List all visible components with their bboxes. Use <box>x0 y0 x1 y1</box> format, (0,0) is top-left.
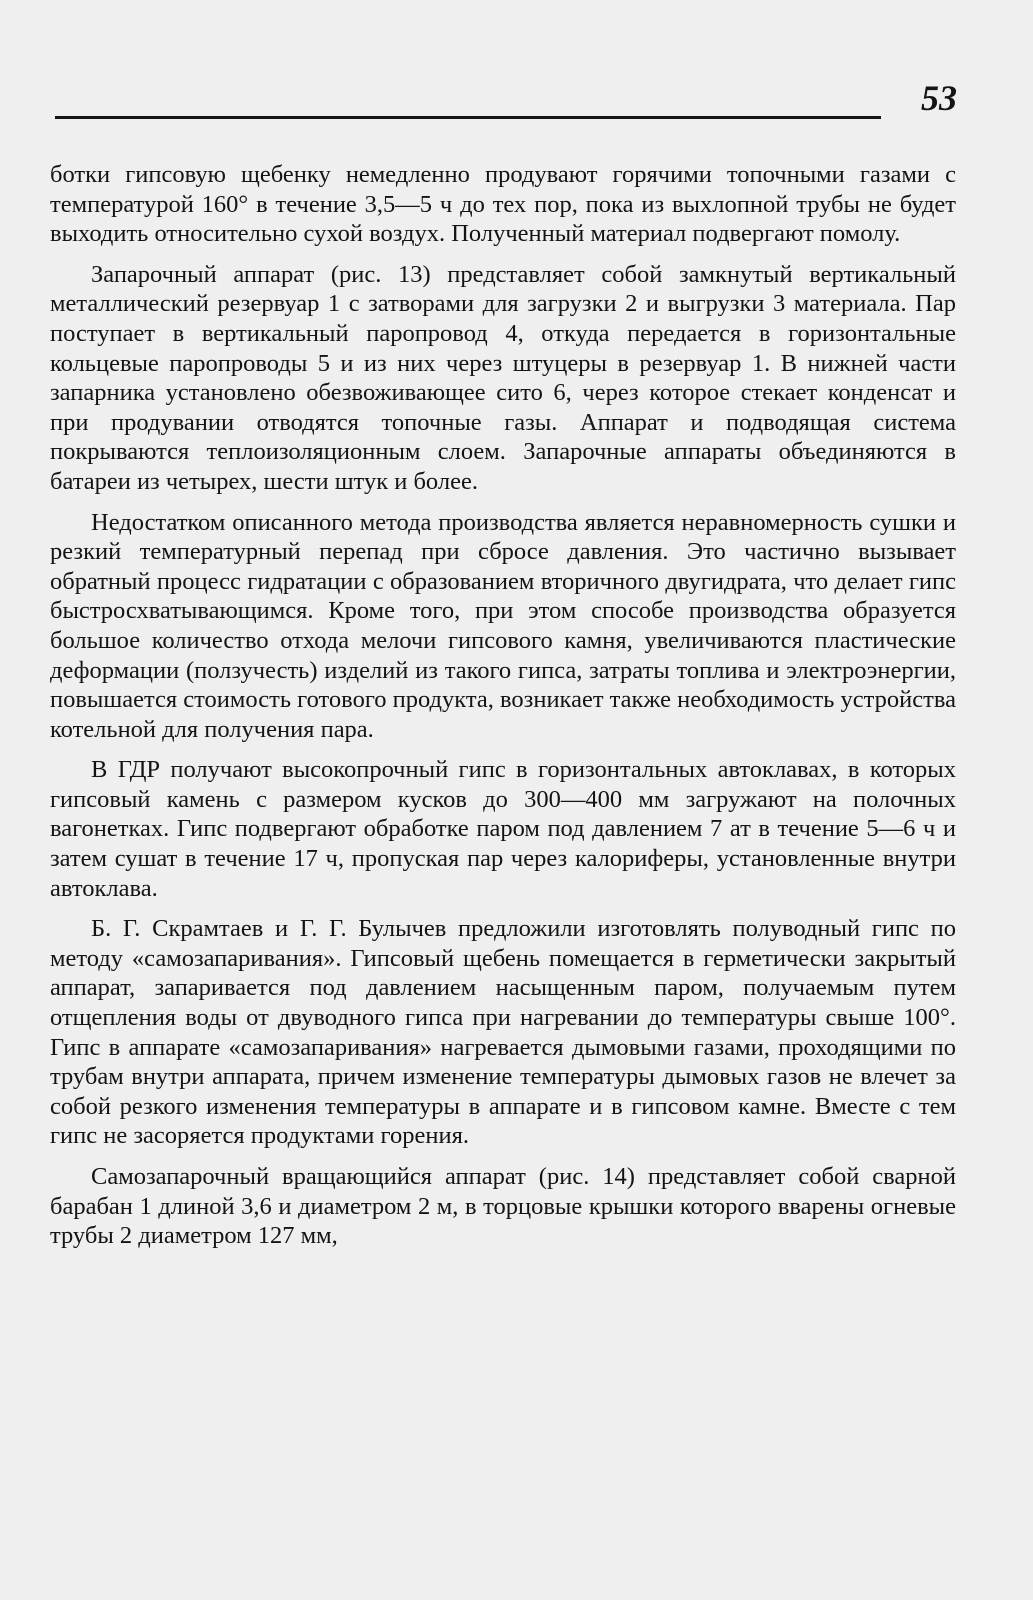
page-header <box>55 78 957 128</box>
page-number: 53 <box>921 78 957 118</box>
paragraph-method-drawbacks: Недостатком описанного метода производства является неравномерность сушки и резкий температурный перепад при сбросе давления. Это частично вызывает обратный процесс гидратации с образованием вторичного двугидрата, что делает гипс быстросхватывающимся. Кроме того, при этом способе производства образуется большое количество отхода мелочи гипсового камня, увеличиваются пластические деформации (ползучесть) изделий из такого гипса, затраты топлива и электроэнергии, повышается стоимость готового продукта, возникает также необходимость устройства котельной для получения пара. <box>50 508 956 743</box>
paragraph-steaming-apparatus: Запарочный аппарат (рис. 13) представляет собой замкнутый вертикальный металлический резервуар 1 с затворами для загрузки 2 и выгрузки 3 материала. Пар поступает в вертикальный паропровод 4, откуда передается в горизонтальные кольцевые паропроводы 5 и из них через штуцеры в резервуар 1. В нижней части запарника установлено обезвоживающее сито 6, через которое стекает конденсат и при продувании отводятся топочные газы. Аппарат и подводящая система покрываются теплоизоляционным слоем. Запарочные аппараты объединяются в батареи из четырех, шести штук и более. <box>50 260 956 495</box>
paragraph-self-steaming: Б. Г. Скрамтаев и Г. Г. Булычев предложили изготовлять полуводный гипс по методу «самозапаривания». Гипсовый щебень помещается в герметически закрытый аппарат, запаривается под давлением насыщенным паром, получаемым путем отщепления воды от двуводного гипса при нагревании до температуры свыше 100°. Гипс в аппарате «самозапаривания» нагревается дымовыми газами, проходящими по трубам внутри аппарата, причем изменение температуры дымовых газов не влечет за собой резкого изменения температуры в аппарате и в гипсовом камне. Вместе с тем гипс не засоряется продуктами горения. <box>50 915 956 1150</box>
paragraph-rotating-apparatus: Самозапарочный вращающийся аппарат (рис. 14) представляет собой сварной барабан 1 длиной 3,6 и диаметром 2 м, в торцовые крышки которого вварены огневые трубы 2 диаметром 127 мм, <box>50 1163 956 1250</box>
body-text <box>50 160 956 1262</box>
header-rule <box>55 116 881 119</box>
paragraph-continuation: ботки гипсовую щебенку немедленно продувают горячими топочными газами с температурой 160° в течение 3,5—5 ч до тех пор, пока из выхлопной трубы не будет выходить относительно сухой воздух. Полученный материал подвергают помолу. <box>50 161 956 248</box>
paragraph-gdr-autoclaves: В ГДР получают высокопрочный гипс в горизонтальных автоклавах, в которых гипсовый камень с размером кусков до 300—400 мм загружают на полочных вагонетках. Гипс подвергают обработке паром под давлением 7 ат в течение 5—6 ч и затем сушат в течение 17 ч, пропуская пар через калориферы, установленные внутри автоклава. <box>50 756 956 902</box>
